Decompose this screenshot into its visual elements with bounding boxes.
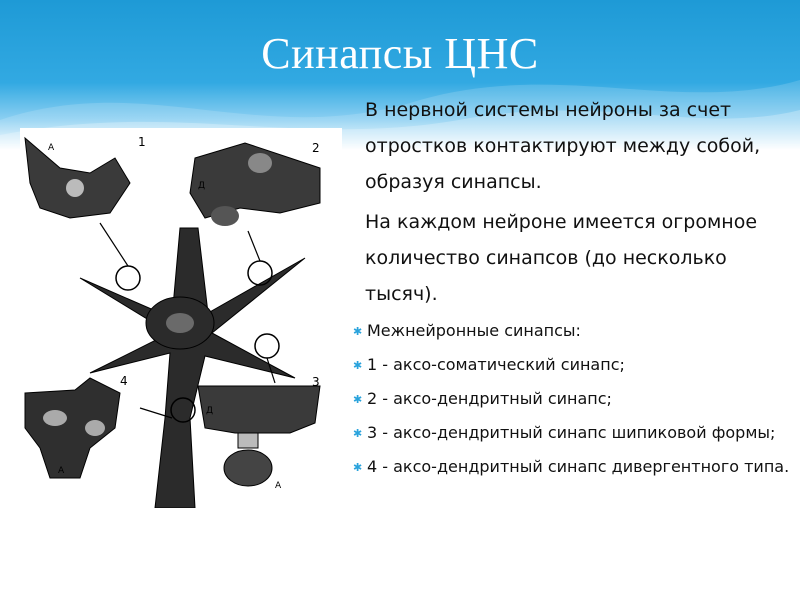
bullet-item: ✱ 1 - аксо-соматический синапс;	[357, 352, 797, 378]
star-bullet-icon: ✱	[353, 325, 363, 338]
figure-number-2: 2	[312, 141, 320, 155]
slide-title: Синапсы ЦНС	[261, 29, 539, 78]
slide-body	[353, 92, 797, 488]
star-bullet-icon: ✱	[353, 359, 363, 372]
paragraph-2: На каждом нейроне имеется огромное количество синапсов (до несколько тысяч).	[365, 211, 758, 305]
bullet-item: ✱ 4 - аксо-дендритный синапс дивергентного типа.	[357, 454, 797, 480]
figure-letter-d1: Д	[198, 181, 206, 191]
figure-number-3: 3	[312, 375, 320, 389]
bullet-item: ✱ 2 - аксо-дендритный синапс;	[357, 386, 797, 412]
neuron-nucleus	[166, 313, 194, 333]
bullet-item: ✱ 3 - аксо-дендритный синапс шипиковой формы;	[357, 420, 797, 446]
figure-letter-a1: А	[48, 143, 55, 153]
figure-number-4: 4	[120, 374, 128, 388]
bullet-list	[353, 318, 797, 480]
star-bullet-icon: ✱	[353, 461, 363, 474]
figure-letter-d2: Д	[206, 406, 214, 416]
figure-number-1: 1	[138, 135, 146, 149]
bullet-item: ✱ Межнейронные синапсы:	[357, 318, 797, 344]
figure-letter-a2: А	[275, 481, 282, 491]
figure-letter-a3: А	[58, 466, 65, 476]
star-bullet-icon: ✱	[353, 393, 363, 406]
paragraph-1: В нервной системы нейроны за счет отростков контактируют между собой, образуя синапсы.	[365, 99, 761, 193]
neuron-synapse-diagram	[20, 128, 342, 508]
star-bullet-icon: ✱	[353, 427, 363, 440]
